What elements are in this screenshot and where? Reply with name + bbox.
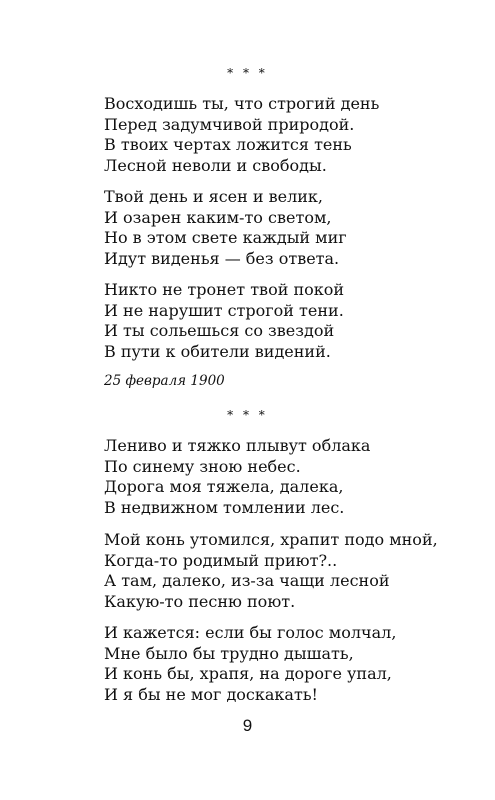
poem-line: Лесной неволи и свободы.: [104, 155, 327, 175]
poem-line: Когда-то родимый приют?..: [104, 550, 338, 570]
poem-line: И конь бы, храпя, на дороге упал,: [104, 664, 392, 683]
poem-line: И я бы не мог доскакать!: [104, 684, 318, 704]
poem-line: Дорога моя тяжела, далека,: [104, 477, 344, 496]
poem-line: Твой день и ясен и велик,: [104, 187, 324, 206]
poem-line: Лениво и тяжко плывут облака: [104, 436, 371, 455]
stanza: [104, 623, 464, 705]
poem-line: Мне было бы трудно дышать,: [104, 643, 354, 663]
stanza: [104, 187, 464, 269]
poem-line: И ты сольешься со звездой: [104, 321, 335, 340]
poem-line: Идут виденья — без ответа.: [104, 248, 340, 268]
poem-separator: * * *: [227, 408, 268, 422]
poem-line: В твоих чертах ложится тень: [104, 135, 352, 154]
poem-line: В пути к обители видений.: [104, 341, 331, 361]
page-number: 9: [242, 716, 253, 735]
stanza: [104, 530, 464, 612]
poem-line: Перед задумчивой природой.: [104, 114, 355, 134]
poem-line: По синему зною небес.: [104, 456, 301, 476]
stanza: [104, 280, 464, 362]
poem-line: В недвижном томлении лес.: [104, 497, 345, 517]
poem-line: Какую-то песню поют.: [104, 591, 296, 611]
poem-line: Восходишь ты, что строгий день: [104, 94, 380, 113]
poem-line: Мой конь утомился, храпит подо мной,: [104, 530, 438, 549]
poem-line: И не нарушит строгой тени.: [104, 300, 344, 320]
poem-line: И кажется: если бы голос молчал,: [104, 623, 397, 642]
stanza: [104, 436, 464, 518]
poem-line: Но в этом свете каждый миг: [104, 228, 347, 247]
poem-line: И озарен каким-то светом,: [104, 207, 332, 227]
poem-line: А там, далеко, из-за чащи лесной: [104, 571, 390, 590]
poem-line: Никто не тронет твой покой: [104, 280, 345, 299]
poem-separator: * * *: [227, 66, 268, 80]
stanza: [104, 94, 464, 176]
poem-date: 25 февраля 1900: [104, 373, 225, 389]
